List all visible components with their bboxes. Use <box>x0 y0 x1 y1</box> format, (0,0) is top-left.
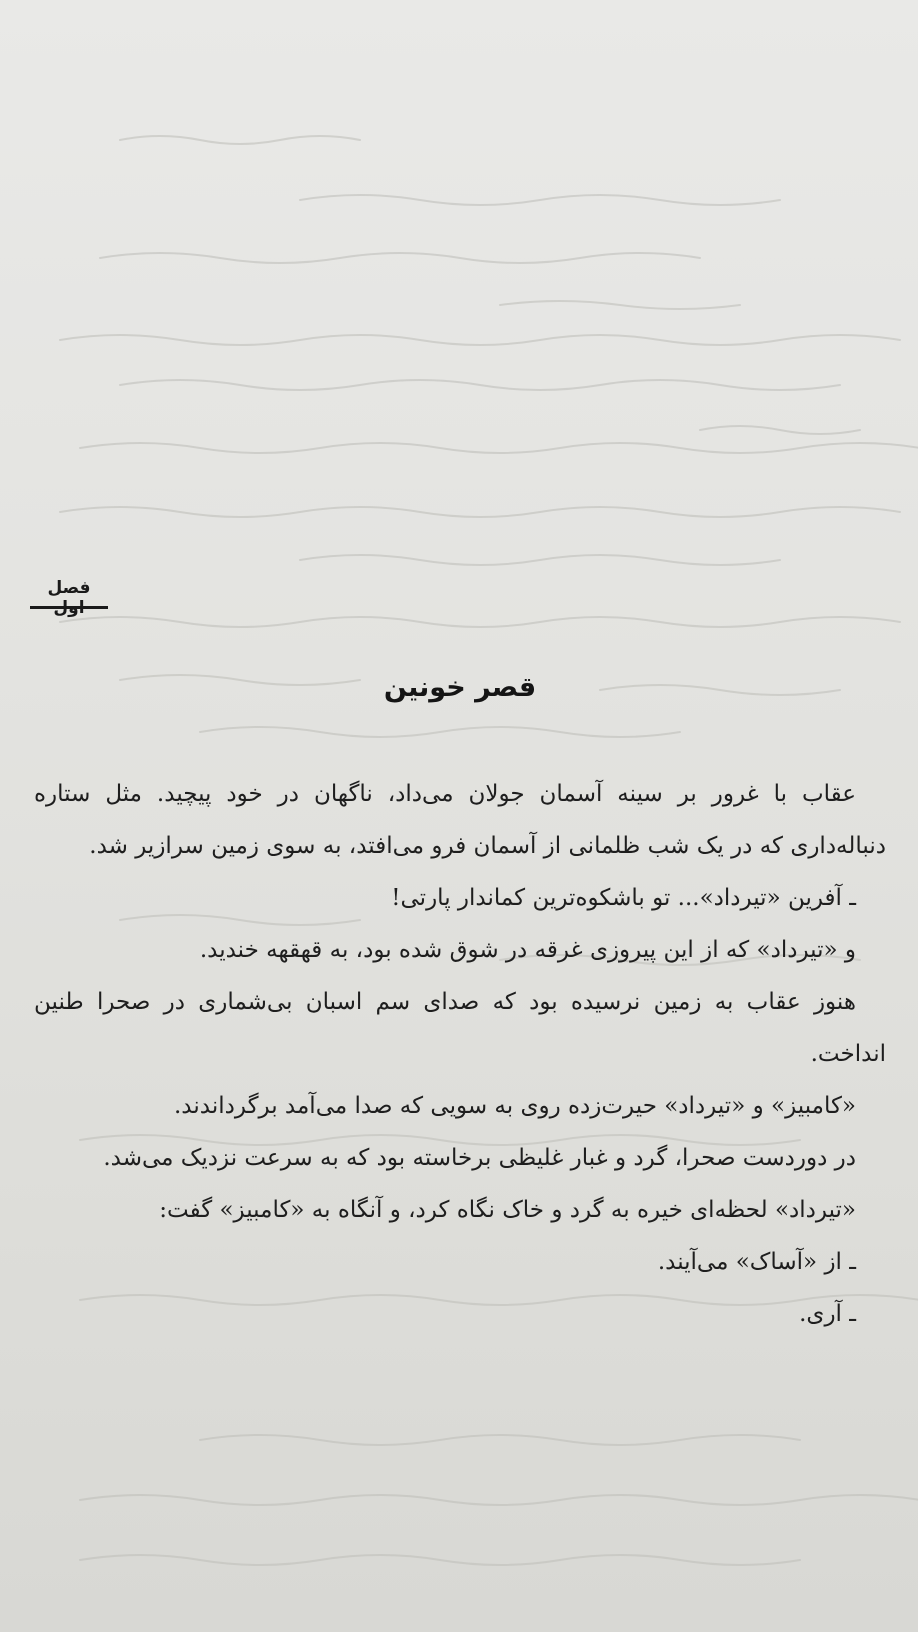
chapter-title: قصر خونین <box>383 672 537 703</box>
paragraph: «کامبیز» و «تیرداد» حیرت‌زده روی به سویی که صدا می‌آمد برگرداندند. <box>173 1093 856 1119</box>
paragraph: در دوردست صحرا، گرد و غبار غلیظی برخاسته بود که به سرعت نزدیک می‌شد. <box>103 1145 856 1171</box>
body-text <box>34 768 886 1340</box>
paragraph: عقاب با غرور بر سینه آسمان جولان می‌داد، ناگهان در خود پیچید. مثل ستاره دنباله‌داری که در یک شب ظلمانی از آسمان فرو می‌افتد، به سوی زمین سرازیر شد. <box>34 781 886 859</box>
paragraph: ـ آری. <box>799 1301 856 1327</box>
paragraph: هنوز عقاب به زمین نرسیده بود که صدای سم اسبان بی‌شماری در صحرا طنین انداخت. <box>34 989 886 1067</box>
paragraph: و «تیرداد» که از این پیروزی غرقه در شوق شده بود، به قهقهه خندید. <box>199 937 856 963</box>
chapter-underline <box>30 606 108 609</box>
paragraph: ـ از «آساک» می‌آیند. <box>657 1249 856 1275</box>
paragraph: ـ آفرین «تیرداد»... تو باشکوه‌ترین کماندار پارتی! <box>391 885 856 911</box>
chapter-label: فصل <box>47 578 91 598</box>
paragraph: «تیرداد» لحظه‌ای خیره به گرد و خاک نگاه کرد، و آنگاه به «کامبیز» گفت: <box>159 1197 856 1223</box>
